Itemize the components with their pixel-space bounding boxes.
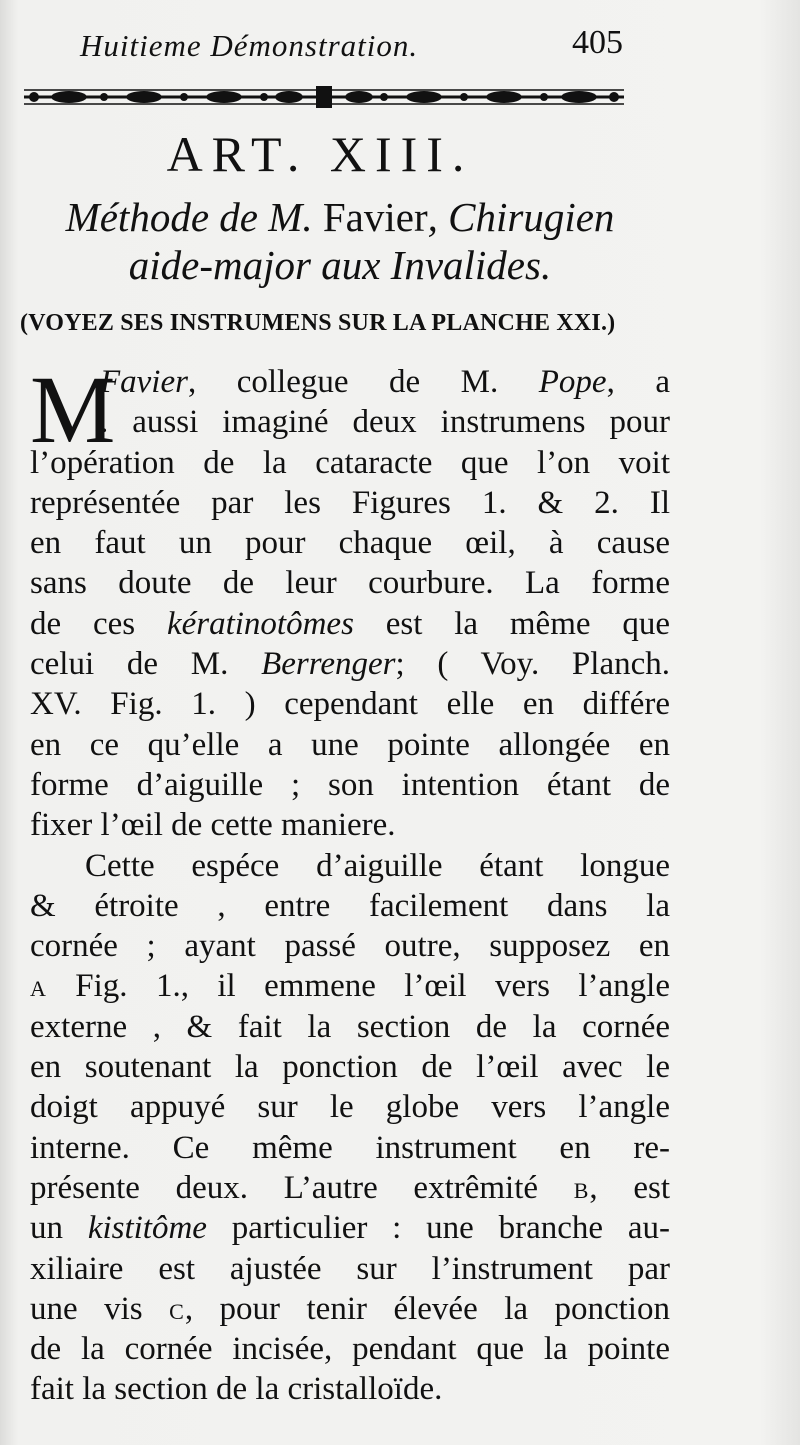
text-line: un kistitôme particulier : une branche au-: [30, 1210, 670, 1247]
text-line: en soutenant la ponction de l’œil avec le: [30, 1049, 670, 1086]
text-line: de ces kératinotômes est la même que: [30, 605, 670, 642]
text-line: interne. Ce même instrument en re-: [30, 1129, 670, 1166]
text-line: présente deux. L’autre extrêmité B, est: [30, 1169, 670, 1206]
text-line: forme d’aiguille ; son intention étant de: [30, 766, 670, 803]
text-line: externe , & fait la section de la cornée: [30, 1008, 670, 1045]
text-line: représentée par les Figures 1. & 2. Il: [30, 484, 670, 521]
ornamental-rule: [14, 80, 634, 114]
section-title-line-2: aide-major aux Invalides.: [128, 242, 552, 288]
article-heading: ART. XIII.: [166, 126, 474, 182]
text-line: . aussi imaginé deux instrumens pour: [100, 404, 670, 441]
body-text: [30, 356, 670, 1410]
text-line: celui de M. Berrenger; ( Voy. Planch.: [30, 646, 670, 683]
text-line: de la cornée incisée, pendant que la pointe: [30, 1331, 670, 1368]
text-line: Cette espéce d’aiguille étant longue: [85, 847, 670, 884]
text-line: fixer l’œil de cette maniere.: [30, 807, 396, 844]
text-line: doigt appuyé sur le globe vers l’angle: [30, 1089, 670, 1126]
text-line: en ce qu’elle a une pointe allongée en: [30, 726, 670, 763]
text-line: & étroite , entre facilement dans la: [30, 887, 670, 924]
drop-cap: M: [30, 356, 116, 463]
text-line: A Fig. 1., il emmene l’œil vers l’angle: [30, 968, 670, 1005]
text-line: l’opération de la cataracte que l’on voit: [30, 444, 670, 481]
text-line: cornée ; ayant passé outre, supposez en: [30, 928, 670, 965]
text-line: fait la section de la cristalloïde.: [30, 1371, 443, 1408]
text-line: sans doute de leur courbure. La forme: [30, 565, 670, 602]
text-line: xiliaire est ajustée sur l’instrument par: [30, 1250, 670, 1287]
running-head: Huitieme Démonstration.: [80, 28, 419, 63]
plate-reference-note: (VOYEZ SES INSTRUMENS SUR LA PLANCHE XXI.): [20, 310, 616, 336]
text-line: XV. Fig. 1. ) cependant elle en différe: [30, 686, 670, 723]
text-line: Favier, collegue de M. Pope, a: [100, 364, 670, 400]
text-line: une vis C, pour tenir élevée la ponction: [30, 1290, 670, 1327]
section-title: [0, 193, 680, 289]
text-line: en faut un pour chaque œil, à cause: [30, 525, 670, 562]
section-title-line-1: Méthode de M. Favier, Chirugien: [65, 194, 615, 240]
page-number: 405: [572, 24, 623, 61]
